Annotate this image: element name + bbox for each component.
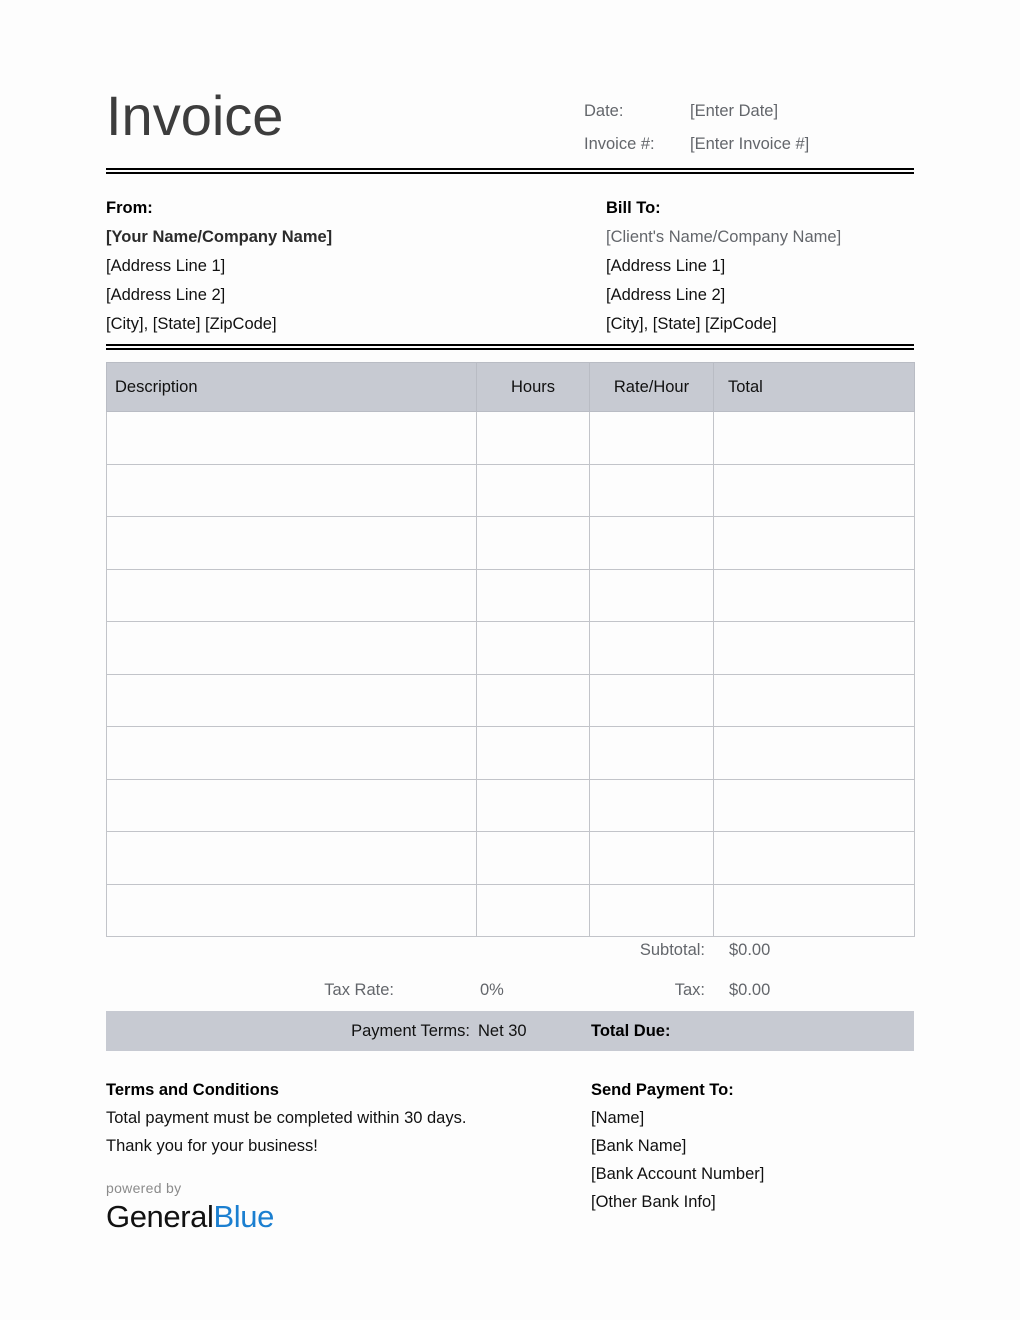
bill-to-address-line-2-field[interactable]: [Address Line 2] — [606, 286, 726, 304]
cell-description[interactable] — [107, 884, 477, 937]
cell-hours[interactable] — [477, 779, 590, 832]
payee-name-field[interactable]: [Name] — [591, 1109, 645, 1127]
table-row — [107, 779, 915, 832]
table-body — [107, 412, 915, 937]
table-row — [107, 832, 915, 885]
cell-hours[interactable] — [477, 832, 590, 885]
cell-total[interactable] — [714, 412, 915, 465]
tax-value: $0.00 — [729, 981, 771, 999]
cell-description[interactable] — [107, 832, 477, 885]
send-payment-heading: Send Payment To: — [591, 1081, 734, 1099]
bank-account-number-field[interactable]: [Bank Account Number] — [591, 1165, 765, 1183]
terms-heading: Terms and Conditions — [106, 1081, 279, 1099]
bill-to-heading: Bill To: — [606, 199, 661, 217]
cell-rate-hour[interactable] — [590, 727, 714, 780]
table-header — [107, 363, 915, 412]
cell-description[interactable] — [107, 622, 477, 675]
payment-terms-label: Payment Terms: — [351, 1022, 470, 1040]
column-header-total: Total — [714, 363, 915, 412]
cell-description[interactable] — [107, 412, 477, 465]
cell-hours[interactable] — [477, 412, 590, 465]
cell-total[interactable] — [714, 569, 915, 622]
bill-to-city-state-zip-field[interactable]: [City], [State] [ZipCode] — [606, 315, 777, 333]
powered-by-label: powered by — [106, 1180, 182, 1196]
table-row — [107, 569, 915, 622]
cell-total[interactable] — [714, 622, 915, 675]
cell-rate-hour[interactable] — [590, 464, 714, 517]
cell-hours[interactable] — [477, 884, 590, 937]
cell-total[interactable] — [714, 464, 915, 517]
other-bank-info-field[interactable]: [Other Bank Info] — [591, 1193, 716, 1211]
cell-rate-hour[interactable] — [590, 884, 714, 937]
cell-total[interactable] — [714, 832, 915, 885]
cell-rate-hour[interactable] — [590, 517, 714, 570]
invoice-meta — [584, 102, 914, 168]
table-row — [107, 517, 915, 570]
total-due-label: Total Due: — [591, 1022, 671, 1040]
terms-line-1: Total payment must be completed within 30 days. — [106, 1109, 467, 1127]
subtotal-value: $0.00 — [729, 941, 771, 959]
totals-section — [106, 930, 914, 1010]
date-label: Date: — [584, 102, 624, 120]
table-header-row — [107, 363, 915, 412]
cell-rate-hour[interactable] — [590, 832, 714, 885]
cell-description[interactable] — [107, 517, 477, 570]
table-row — [107, 674, 915, 727]
from-company-field[interactable]: [Your Name/Company Name] — [106, 228, 333, 246]
table-row — [107, 884, 915, 937]
cell-hours[interactable] — [477, 622, 590, 675]
column-header-rate-hour: Rate/Hour — [590, 363, 714, 412]
tax-rate-label: Tax Rate: — [324, 981, 394, 999]
cell-rate-hour[interactable] — [590, 622, 714, 675]
parties-section — [106, 194, 914, 340]
payment-terms-field[interactable]: Net 30 — [478, 1022, 527, 1040]
parties-divider — [106, 344, 914, 350]
invoice-number-field[interactable]: [Enter Invoice #] — [690, 135, 810, 153]
brand-word-general: General — [106, 1199, 214, 1234]
line-items-table — [106, 362, 915, 937]
date-field[interactable]: [Enter Date] — [690, 102, 779, 120]
bill-to-company-field[interactable]: [Client's Name/Company Name] — [606, 228, 842, 246]
cell-total[interactable] — [714, 779, 915, 832]
cell-hours[interactable] — [477, 674, 590, 727]
cell-total[interactable] — [714, 674, 915, 727]
cell-description[interactable] — [107, 464, 477, 517]
header-divider — [106, 168, 914, 174]
tax-row — [106, 970, 914, 1010]
subtotal-row — [106, 930, 914, 970]
invoice-header — [106, 84, 914, 172]
payment-terms-band — [106, 1011, 914, 1051]
from-address-line-1-field[interactable]: [Address Line 1] — [106, 257, 226, 275]
bank-name-field[interactable]: [Bank Name] — [591, 1137, 687, 1155]
table-row — [107, 622, 915, 675]
cell-hours[interactable] — [477, 517, 590, 570]
cell-rate-hour[interactable] — [590, 779, 714, 832]
cell-total[interactable] — [714, 884, 915, 937]
generalblue-wordmark — [106, 1198, 406, 1236]
from-city-state-zip-field[interactable]: [City], [State] [ZipCode] — [106, 315, 277, 333]
terms-line-2: Thank you for your business! — [106, 1137, 318, 1155]
cell-description[interactable] — [107, 779, 477, 832]
meta-row-invoice-number — [584, 135, 914, 168]
from-block — [106, 194, 566, 339]
brand-logo — [106, 1178, 406, 1236]
column-header-hours: Hours — [477, 363, 590, 412]
tax-rate-field[interactable]: 0% — [480, 981, 504, 999]
table-row — [107, 412, 915, 465]
cell-total[interactable] — [714, 517, 915, 570]
cell-rate-hour[interactable] — [590, 412, 714, 465]
cell-rate-hour[interactable] — [590, 674, 714, 727]
subtotal-label: Subtotal: — [639, 941, 705, 959]
meta-row-date — [584, 102, 914, 135]
bill-to-block — [606, 194, 926, 339]
from-heading: From: — [106, 199, 153, 217]
cell-total[interactable] — [714, 727, 915, 780]
invoice-number-label: Invoice #: — [584, 135, 655, 153]
cell-description[interactable] — [107, 727, 477, 780]
tax-label: Tax: — [674, 981, 705, 999]
bill-to-address-line-1-field[interactable]: [Address Line 1] — [606, 257, 726, 275]
send-payment-to-block — [591, 1076, 911, 1216]
cell-hours[interactable] — [477, 727, 590, 780]
page-title: Invoice — [106, 84, 284, 147]
cell-hours[interactable] — [477, 464, 590, 517]
cell-description[interactable] — [107, 569, 477, 622]
terms-and-conditions-block — [106, 1076, 566, 1160]
table-row — [107, 464, 915, 517]
column-header-description: Description — [107, 363, 477, 412]
brand-word-blue: Blue — [213, 1199, 274, 1234]
cell-rate-hour[interactable] — [590, 569, 714, 622]
cell-description[interactable] — [107, 674, 477, 727]
cell-hours[interactable] — [477, 569, 590, 622]
from-address-line-2-field[interactable]: [Address Line 2] — [106, 286, 226, 304]
table-row — [107, 727, 915, 780]
